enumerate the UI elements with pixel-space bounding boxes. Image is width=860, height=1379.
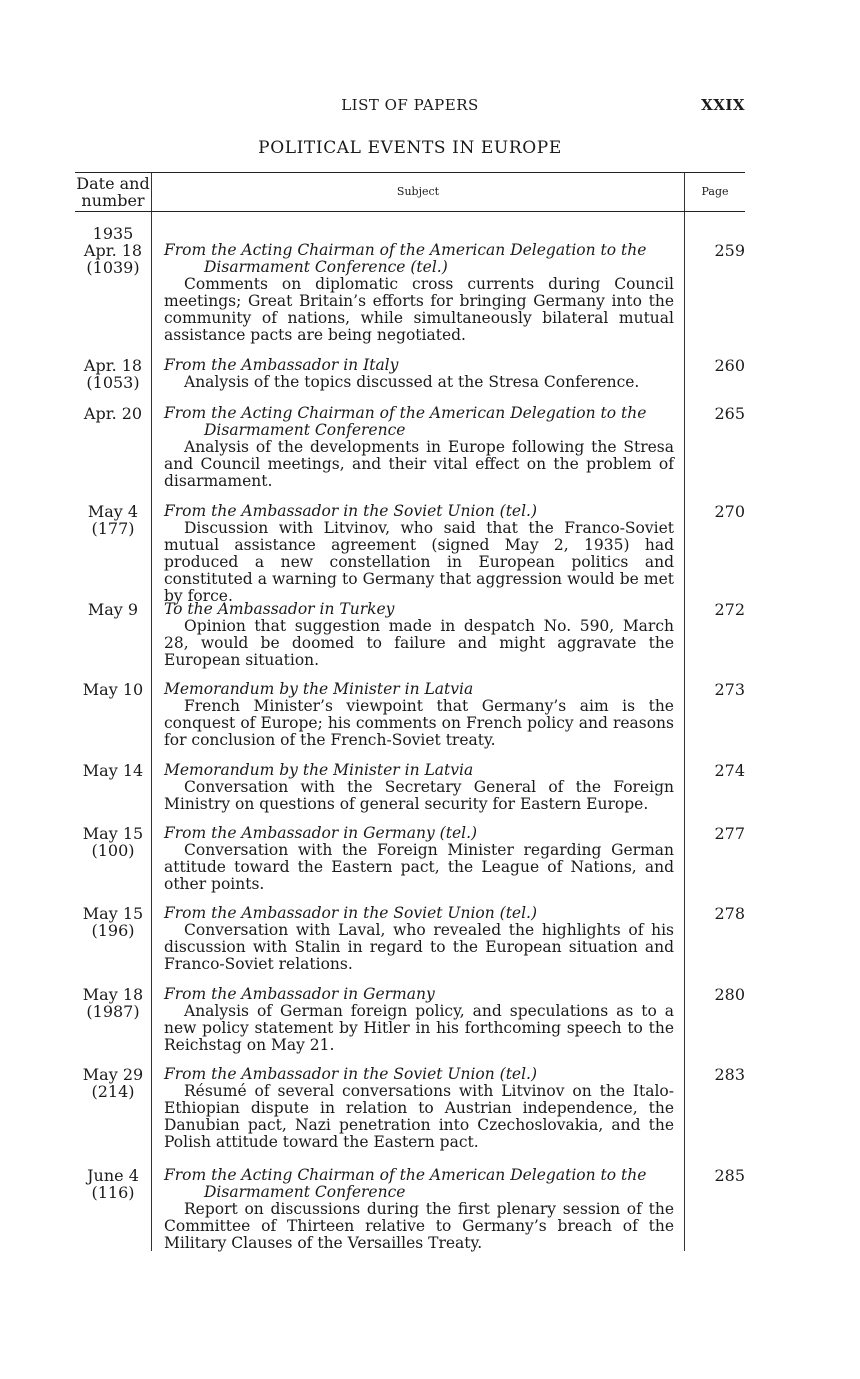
row-page: 280 (714, 985, 745, 1004)
row-date (75, 1066, 151, 1100)
row-title: From the Ambassador in the Soviet Union (tel.) (164, 904, 538, 922)
row-title: From the Ambassador in Germany (tel.) (164, 824, 478, 842)
header-subject: Subject (396, 185, 440, 198)
row-title: From the Acting Chairman of the American Delegation to the Disarmament Conference (164, 1166, 647, 1201)
row-date (75, 905, 151, 939)
row-number: (1039) (86, 258, 140, 277)
page-header (75, 96, 745, 118)
row-title: From the Ambassador in Italy (164, 356, 399, 374)
row-date-text: May 15 (82, 824, 144, 843)
row-subject (164, 681, 674, 749)
row-title: From the Acting Chairman of the American Delegation to the Disarmament Conference (tel.) (164, 241, 647, 276)
column-divider (684, 173, 685, 1251)
header-date-line1: Date and (76, 174, 150, 193)
year-label: 1935 (92, 224, 134, 243)
row-subject (164, 405, 674, 490)
row-title: Memorandum by the Minister in Latvia (164, 680, 474, 698)
row-date-text: May 14 (82, 761, 144, 780)
row-title: From the Acting Chairman of the American Delegation to the Disarmament Conference (164, 404, 647, 439)
row-page: 260 (714, 356, 745, 375)
row-description: Comments on diplomatic cross currents during Council meetings; Great Britain’s efforts for bringing Germany into the community of nations, while simultaneously bilateral mutual assistance pacts are being negotiated. (164, 275, 674, 344)
row-number: (214) (91, 1082, 135, 1101)
row-page: 273 (714, 680, 745, 699)
row-number: (100) (91, 841, 135, 860)
row-date-text: Apr. 18 (83, 241, 143, 260)
row-date-text: May 4 (87, 502, 139, 521)
row-number: (177) (91, 519, 135, 538)
row-date (75, 405, 151, 422)
row-page: 272 (714, 600, 745, 619)
row-subject (164, 357, 674, 391)
row-date (75, 825, 151, 859)
row-date (75, 357, 151, 391)
row-description: French Minister’s viewpoint that Germany’s aim is the conquest of Europe; his comments on French policy and reasons for conclusion of the French-Soviet treaty. (164, 697, 674, 749)
row-title: From the Ambassador in Germany (164, 985, 435, 1003)
row-page: 277 (714, 824, 745, 843)
row-subject (164, 1066, 674, 1151)
row-page: 259 (714, 241, 745, 260)
page-folio: XXIX (701, 96, 745, 114)
row-description: Report on discussions during the first plenary session of the Committee of Thirteen relative to Germany’s breach of the Military Clauses of the Versailles Treaty. (164, 1200, 674, 1252)
row-page: 265 (714, 404, 745, 423)
row-description: Analysis of German foreign policy, and speculations as to a new policy statement by Hitler in his forthcoming speech to the Reichstag on May 21. (164, 1002, 674, 1054)
row-title: Memorandum by the Minister in Latvia (164, 761, 474, 779)
row-date-text: May 18 (82, 985, 144, 1004)
row-number: (196) (91, 921, 135, 940)
papers-table (75, 172, 745, 1251)
row-subject (164, 825, 674, 893)
row-date-text: Apr. 18 (83, 356, 143, 375)
row-description: Discussion with Litvinov, who said that the Franco-Soviet mutual assistance agreement (signed May 2, 1935) had produced a new constellation in European politics and constituted a warning to Germany that aggression would be met by force. (164, 519, 674, 605)
table-header (75, 173, 745, 212)
header-date-line2: number (81, 191, 145, 210)
row-subject (164, 503, 674, 605)
row-title: From the Ambassador in the Soviet Union (tel.) (164, 1065, 538, 1083)
row-number: (1987) (86, 1002, 140, 1021)
row-date (75, 601, 151, 618)
row-date (75, 681, 151, 698)
row-description: Conversation with the Foreign Minister regarding German attitude toward the Eastern pact, the League of Nations, and other points. (164, 841, 674, 893)
row-subject (164, 762, 674, 813)
header-date-number (75, 173, 151, 211)
row-title: From the Ambassador in the Soviet Union (tel.) (164, 502, 538, 520)
row-page: 283 (714, 1065, 745, 1084)
header-page: Page (701, 185, 729, 198)
row-description: Opinion that suggestion made in despatch No. 590, March 28, would be doomed to failure and might aggravate the European situation. (164, 617, 674, 669)
row-subject (164, 1167, 674, 1252)
row-date-text: May 15 (82, 904, 144, 923)
row-number: (116) (91, 1183, 135, 1202)
row-subject (164, 905, 674, 973)
row-subject (164, 986, 674, 1054)
row-date-text: May 10 (82, 680, 144, 699)
row-page: 278 (714, 904, 745, 923)
row-subject (164, 601, 674, 669)
row-date (75, 986, 151, 1020)
row-subject (164, 242, 674, 344)
row-page: 285 (714, 1166, 745, 1185)
row-title: To the Ambassador in Turkey (164, 600, 395, 618)
row-number: (1053) (86, 373, 140, 392)
row-date-text: Apr. 20 (83, 404, 143, 423)
column-divider (151, 173, 152, 1251)
row-date-text: June 4 (87, 1166, 139, 1185)
row-description: Analysis of the developments in Europe following the Stresa and Council meetings, and their vital effect on the problem of disarmament. (164, 438, 674, 490)
row-date (75, 1167, 151, 1201)
section-title: POLITICAL EVENTS IN EUROPE (258, 138, 562, 158)
running-title: LIST OF PAPERS (341, 96, 479, 114)
row-date-text: May 29 (82, 1065, 144, 1084)
row-page: 270 (714, 502, 745, 521)
row-description: Conversation with the Secretary General of the Foreign Ministry on questions of general security for Eastern Europe. (164, 778, 674, 813)
row-date (75, 503, 151, 537)
row-date-text: May 9 (87, 600, 139, 619)
row-description: Résumé of several conversations with Litvinov on the Italo-Ethiopian dispute in relation to Austrian independence, the Danubian pact, Nazi penetration into Czechoslovakia, and the Polish attitude toward the Eastern pact. (164, 1082, 674, 1151)
row-date (75, 242, 151, 276)
row-page: 274 (714, 761, 745, 780)
row-description: Analysis of the topics discussed at the Stresa Conference. (184, 373, 640, 391)
row-date (75, 762, 151, 779)
row-description: Conversation with Laval, who revealed the highlights of his discussion with Stalin in regard to the European situation and Franco-Soviet relations. (164, 921, 674, 973)
